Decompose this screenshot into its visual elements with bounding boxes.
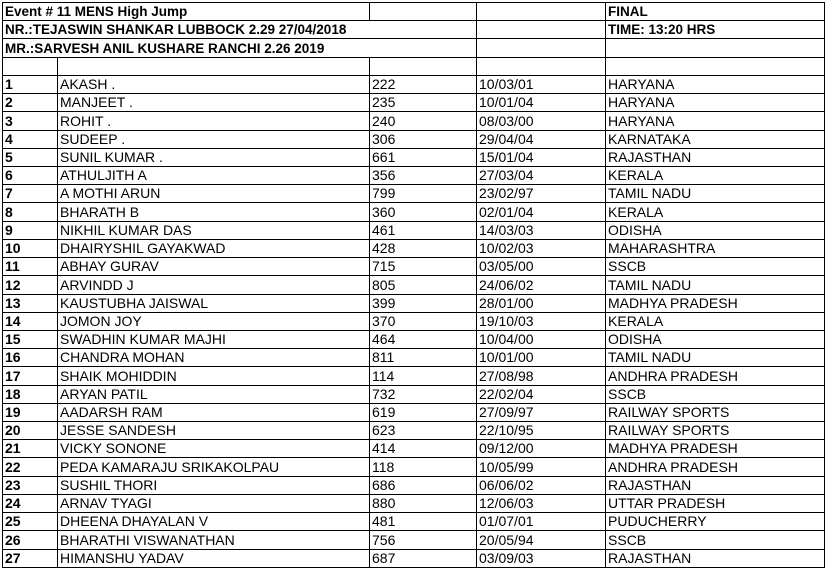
date-of-birth: 10/01/04: [477, 94, 606, 112]
table-row: [3, 458, 825, 476]
state-team: TAMIL NADU: [606, 349, 825, 367]
row-number: 1: [3, 75, 58, 93]
bib-number: 880: [370, 494, 477, 512]
bib-number: 360: [370, 203, 477, 221]
state-team: KERALA: [606, 166, 825, 184]
state-team: MADHYA PRADESH: [606, 294, 825, 312]
row-number: 11: [3, 258, 58, 276]
date-of-birth: 28/01/00: [477, 294, 606, 312]
table-row: [3, 403, 825, 421]
athlete-name: PEDA KAMARAJU SRIKAKOLPAU: [58, 458, 370, 476]
start-list-table: [2, 2, 825, 568]
row-number: 18: [3, 385, 58, 403]
bib-number: 114: [370, 367, 477, 385]
date-of-birth: 15/01/04: [477, 148, 606, 166]
date-of-birth: 23/02/97: [477, 185, 606, 203]
athlete-name: DHAIRYSHIL GAYAKWAD: [58, 239, 370, 257]
row-number: 26: [3, 531, 58, 549]
row-number: 17: [3, 367, 58, 385]
bib-number: 732: [370, 385, 477, 403]
athlete-name: ARVINDD J: [58, 276, 370, 294]
date-of-birth: 08/03/00: [477, 112, 606, 130]
athlete-name: A MOTHI ARUN: [58, 185, 370, 203]
date-of-birth: 03/05/00: [477, 258, 606, 276]
date-of-birth: 27/08/98: [477, 367, 606, 385]
table-row: [3, 440, 825, 458]
row-number: 20: [3, 422, 58, 440]
date-of-birth: 06/06/02: [477, 476, 606, 494]
round-label: FINAL: [606, 3, 825, 21]
state-team: RAJASTHAN: [606, 148, 825, 166]
row-number: 6: [3, 166, 58, 184]
table-row: [3, 75, 825, 93]
athlete-name: JESSE SANDESH: [58, 422, 370, 440]
row-number: 14: [3, 312, 58, 330]
table-row: [3, 312, 825, 330]
date-of-birth: 22/02/04: [477, 385, 606, 403]
state-team: RAJASTHAN: [606, 476, 825, 494]
bib-number: 686: [370, 476, 477, 494]
table-row: [3, 513, 825, 531]
bib-number: 414: [370, 440, 477, 458]
athlete-name: HIMANSHU YADAV: [58, 549, 370, 567]
row-number: 10: [3, 239, 58, 257]
spacer-row: [3, 57, 825, 75]
row-number: 3: [3, 112, 58, 130]
bib-number: 805: [370, 276, 477, 294]
athlete-name: JOMON JOY: [58, 312, 370, 330]
athlete-name: ATHULJITH A: [58, 166, 370, 184]
row-number: 21: [3, 440, 58, 458]
bib-number: 623: [370, 422, 477, 440]
state-team: TAMIL NADU: [606, 276, 825, 294]
table-row: [3, 549, 825, 567]
state-team: SSCB: [606, 385, 825, 403]
table-row: [3, 148, 825, 166]
date-of-birth: 03/09/03: [477, 549, 606, 567]
state-team: RAJASTHAN: [606, 549, 825, 567]
athlete-name: BHARATH B: [58, 203, 370, 221]
athlete-name: SWADHIN KUMAR MAJHI: [58, 330, 370, 348]
table-row: [3, 203, 825, 221]
bib-number: 235: [370, 94, 477, 112]
row-number: 9: [3, 221, 58, 239]
athlete-name: DHEENA DHAYALAN V: [58, 513, 370, 531]
state-team: UTTAR PRADESH: [606, 494, 825, 512]
row-number: 5: [3, 148, 58, 166]
table-row: [3, 422, 825, 440]
athlete-name: SHAIK MOHIDDIN: [58, 367, 370, 385]
athlete-name: MANJEET .: [58, 94, 370, 112]
row-number: 8: [3, 203, 58, 221]
table-row: [3, 531, 825, 549]
row-number: 12: [3, 276, 58, 294]
header-row-mr: [3, 39, 825, 57]
state-team: HARYANA: [606, 75, 825, 93]
table-row: [3, 94, 825, 112]
date-of-birth: 10/03/01: [477, 75, 606, 93]
bib-number: 370: [370, 312, 477, 330]
athlete-name: ARYAN PATIL: [58, 385, 370, 403]
bib-number: 481: [370, 513, 477, 531]
table-row: [3, 166, 825, 184]
state-team: MADHYA PRADESH: [606, 440, 825, 458]
row-number: 27: [3, 549, 58, 567]
bib-number: 306: [370, 130, 477, 148]
table-row: [3, 185, 825, 203]
row-number: 13: [3, 294, 58, 312]
state-team: KARNATAKA: [606, 130, 825, 148]
date-of-birth: 22/10/95: [477, 422, 606, 440]
bib-number: 756: [370, 531, 477, 549]
bib-number: 464: [370, 330, 477, 348]
date-of-birth: 27/09/97: [477, 403, 606, 421]
row-number: 19: [3, 403, 58, 421]
state-team: HARYANA: [606, 112, 825, 130]
row-number: 22: [3, 458, 58, 476]
row-number: 7: [3, 185, 58, 203]
athlete-name: ROHIT .: [58, 112, 370, 130]
event-title: Event # 11 MENS High Jump: [3, 3, 370, 21]
table-row: [3, 330, 825, 348]
table-row: [3, 221, 825, 239]
row-number: 2: [3, 94, 58, 112]
athlete-name: BHARATHI VISWANATHAN: [58, 531, 370, 549]
table-row: [3, 258, 825, 276]
table-row: [3, 349, 825, 367]
date-of-birth: 10/04/00: [477, 330, 606, 348]
bib-number: 118: [370, 458, 477, 476]
table-row: [3, 239, 825, 257]
row-number: 15: [3, 330, 58, 348]
bib-number: 687: [370, 549, 477, 567]
table-row: [3, 494, 825, 512]
state-team: ANDHRA PRADESH: [606, 367, 825, 385]
bib-number: 356: [370, 166, 477, 184]
athlete-name: ABHAY GURAV: [58, 258, 370, 276]
table-row: [3, 385, 825, 403]
state-team: RAILWAY SPORTS: [606, 403, 825, 421]
table-row: [3, 294, 825, 312]
table-row: [3, 476, 825, 494]
athlete-name: SUSHIL THORI: [58, 476, 370, 494]
date-of-birth: 14/03/03: [477, 221, 606, 239]
date-of-birth: 20/05/94: [477, 531, 606, 549]
row-number: 16: [3, 349, 58, 367]
state-team: KERALA: [606, 203, 825, 221]
state-team: SSCB: [606, 258, 825, 276]
table-row: [3, 112, 825, 130]
state-team: KERALA: [606, 312, 825, 330]
bib-number: 715: [370, 258, 477, 276]
bib-number: 799: [370, 185, 477, 203]
athlete-name: SUNIL KUMAR .: [58, 148, 370, 166]
bib-number: 811: [370, 349, 477, 367]
athlete-name: CHANDRA MOHAN: [58, 349, 370, 367]
date-of-birth: 10/05/99: [477, 458, 606, 476]
bib-number: 428: [370, 239, 477, 257]
bib-number: 240: [370, 112, 477, 130]
date-of-birth: 12/06/03: [477, 494, 606, 512]
bib-number: 619: [370, 403, 477, 421]
athlete-name: ARNAV TYAGI: [58, 494, 370, 512]
meet-record: MR.:SARVESH ANIL KUSHARE RANCHI 2.26 2019: [3, 39, 477, 57]
state-team: TAMIL NADU: [606, 185, 825, 203]
athlete-name: AADARSH RAM: [58, 403, 370, 421]
date-of-birth: 02/01/04: [477, 203, 606, 221]
event-time: TIME: 13:20 HRS: [606, 21, 825, 39]
bib-number: 461: [370, 221, 477, 239]
date-of-birth: 27/03/04: [477, 166, 606, 184]
date-of-birth: 01/07/01: [477, 513, 606, 531]
row-number: 4: [3, 130, 58, 148]
header-row-nr: [3, 21, 825, 39]
state-team: PUDUCHERRY: [606, 513, 825, 531]
table-row: [3, 130, 825, 148]
athlete-name: VICKY SONONE: [58, 440, 370, 458]
state-team: HARYANA: [606, 94, 825, 112]
row-number: 24: [3, 494, 58, 512]
date-of-birth: 09/12/00: [477, 440, 606, 458]
state-team: SSCB: [606, 531, 825, 549]
date-of-birth: 10/02/03: [477, 239, 606, 257]
state-team: ODISHA: [606, 221, 825, 239]
bib-number: 399: [370, 294, 477, 312]
athlete-name: SUDEEP .: [58, 130, 370, 148]
athlete-name: NIKHIL KUMAR DAS: [58, 221, 370, 239]
date-of-birth: 24/06/02: [477, 276, 606, 294]
row-number: 23: [3, 476, 58, 494]
date-of-birth: 10/01/00: [477, 349, 606, 367]
athlete-name: KAUSTUBHA JAISWAL: [58, 294, 370, 312]
national-record: NR.:TEJASWIN SHANKAR LUBBOCK 2.29 27/04/2018: [3, 21, 477, 39]
athlete-name: AKASH .: [58, 75, 370, 93]
bib-number: 661: [370, 148, 477, 166]
date-of-birth: 19/10/03: [477, 312, 606, 330]
bib-number: 222: [370, 75, 477, 93]
state-team: ANDHRA PRADESH: [606, 458, 825, 476]
table-row: [3, 276, 825, 294]
state-team: MAHARASHTRA: [606, 239, 825, 257]
state-team: ODISHA: [606, 330, 825, 348]
table-row: [3, 367, 825, 385]
date-of-birth: 29/04/04: [477, 130, 606, 148]
row-number: 25: [3, 513, 58, 531]
header-row-event: [3, 3, 825, 21]
state-team: RAILWAY SPORTS: [606, 422, 825, 440]
